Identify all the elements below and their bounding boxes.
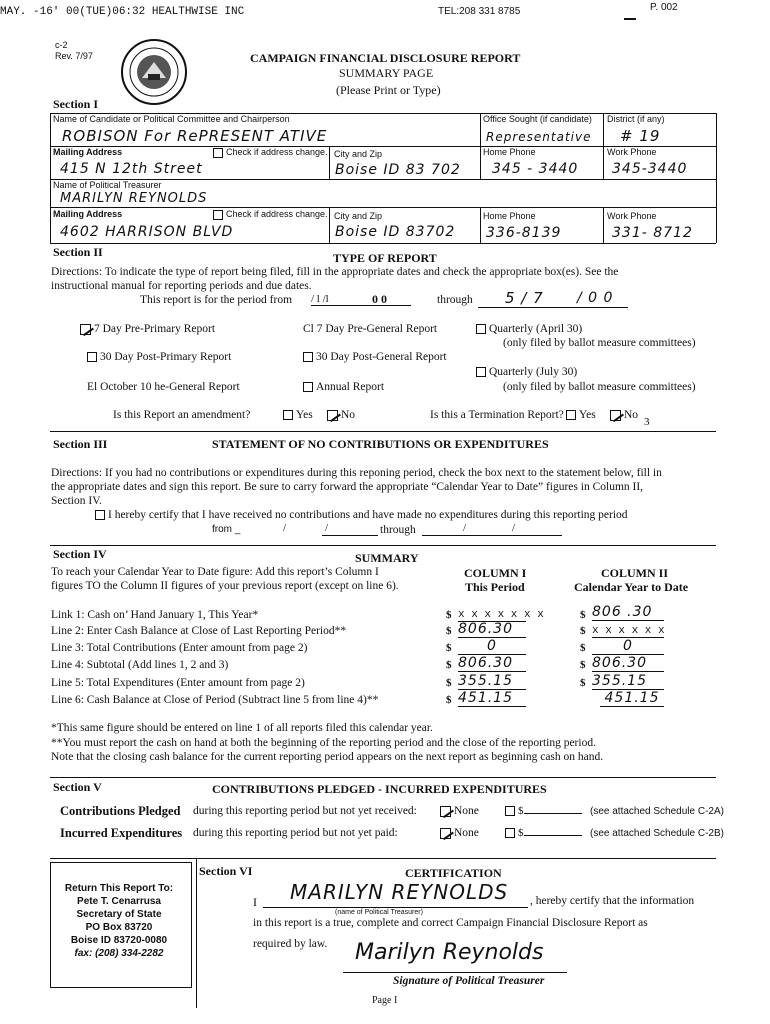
section-6-heading: CERTIFICATION xyxy=(405,866,502,880)
section-5-heading: CONTRIBUTIONS PLEDGED - INCURRED EXPENDITURES xyxy=(212,782,547,796)
section-2-heading: TYPE OF REPORT xyxy=(333,251,437,265)
incurred-schedule-ref: (see attached Schedule C-2B) xyxy=(590,828,724,839)
dollar-sign: $ xyxy=(580,609,586,621)
section-2-directions-1: Directions: To indicate the type of report being filed, fill in the appropriate dates and check the appropriate box(es). See the xyxy=(51,266,619,278)
column-1-subtitle: This Period xyxy=(465,580,525,594)
period-through-label: through xyxy=(437,294,473,306)
option-quarterly-april[interactable] xyxy=(476,323,582,335)
section-3-heading: STATEMENT OF NO CONTRIBUTIONS OR EXPENDITURES xyxy=(212,437,549,451)
period-prefix: This report is for the period from xyxy=(140,294,293,306)
summary-line-6-label: Line 6: Cash Balance at Close of Period (Subtract line 5 from line 4)** xyxy=(51,694,379,706)
option-30-day-post-general[interactable] xyxy=(303,351,447,363)
treasurer-city-zip-field[interactable]: Boise ID 83702 xyxy=(335,224,456,240)
option-7-day-pre-general[interactable]: Cl 7 Day Pre-General Report xyxy=(303,323,438,335)
termination-question: Is this a Termination Report? xyxy=(430,409,564,421)
column-2-subtitle: Calendar Year to Date xyxy=(574,580,689,594)
city-zip-field[interactable]: Boise ID 83 702 xyxy=(335,162,461,178)
address-change-checkbox[interactable] xyxy=(213,147,328,158)
fax-header-right: P. 002 xyxy=(650,2,678,13)
termination-yes-label: Yes xyxy=(579,409,596,421)
page-subtitle: SUMMARY PAGE xyxy=(339,66,434,80)
treasurer-home-phone-field[interactable]: 336-8139 xyxy=(486,225,562,241)
return-line: Pete T. Cenarrusa xyxy=(77,896,161,907)
treasurer-city-zip-label: City and Zip xyxy=(334,211,383,221)
amendment-question: Is this Report an amendment? xyxy=(113,409,251,421)
column-1-title: COLUMN I xyxy=(464,566,527,580)
incurred-label: Incurred Expenditures xyxy=(60,826,183,840)
address-change-label: Check if address change. xyxy=(226,147,328,157)
certify-text-2: in this report is a true, complete and correct Campaign Financial Disclosure Report as xyxy=(253,917,648,929)
period-from-field[interactable]: / l /l xyxy=(311,293,411,306)
page-subtitle-2: (Please Print or Type) xyxy=(336,83,441,97)
office-field[interactable]: Representative xyxy=(486,130,592,144)
form-code: c-2 xyxy=(55,40,68,50)
section-2-directions-2: instructional manual for reporting periods and due dates. xyxy=(51,280,312,292)
section-3-directions-3: Section IV. xyxy=(51,495,102,507)
treasurer-address-change-label: Check if address change. xyxy=(226,209,328,219)
summary-line-5-col1[interactable]: 355.15 xyxy=(458,673,526,690)
summary-line-5-col2[interactable]: 355.15 xyxy=(592,673,664,690)
dollar-sign: $ xyxy=(580,677,586,689)
treasurer-work-phone-label: Work Phone xyxy=(607,211,657,221)
summary-line-3-col2[interactable]: 0 xyxy=(592,638,664,655)
home-phone-field[interactable]: 345 - 3440 xyxy=(492,161,579,177)
summary-line-6-col2[interactable]: 451.15 xyxy=(600,690,664,707)
termination-no-label: No xyxy=(624,409,639,421)
treasurer-home-phone-label: Home Phone xyxy=(483,211,536,221)
summary-note-1: *This same figure should be entered on line 1 of all reports filed this calendar year. xyxy=(51,722,433,734)
no-contrib-from-field[interactable] xyxy=(322,535,378,536)
treasurer-work-phone-field[interactable]: 331- 8712 xyxy=(612,225,693,241)
pledged-label: Contributions Pledged xyxy=(60,804,181,818)
amendment-no-label: No xyxy=(341,409,356,421)
return-line: PO Box 83720 xyxy=(85,922,153,933)
treasurer-name-field[interactable]: MARILYN REYNOLDS xyxy=(290,880,509,904)
certify-i: I xyxy=(253,895,257,909)
period-to-field[interactable]: 5 / 7 xyxy=(505,289,544,307)
state-seal-icon xyxy=(120,38,188,106)
no-contributions-label: I hereby certify that I have received no contributions and have made no expenditures during this reporting period xyxy=(108,509,628,521)
column-2-title: COLUMN II xyxy=(601,566,669,580)
incurred-none-label: None xyxy=(454,827,479,839)
signature-caption: Signature of Political Treasurer xyxy=(393,975,545,987)
amendment-yes-label: Yes xyxy=(296,409,313,421)
summary-note-2: **You must report the cash on hand at both the beginning of the reporting period and the close of the reporting period. xyxy=(51,737,596,749)
summary-intro-2: figures TO the Column II figures of your previous report (except on line 6). xyxy=(51,580,399,592)
period-to-underline xyxy=(478,307,628,308)
amendment-yes[interactable] xyxy=(283,409,313,421)
section-6-rule xyxy=(50,858,716,859)
page-title: CAMPAIGN FINANCIAL DISCLOSURE REPORT xyxy=(250,51,521,65)
treasurer-label: Name of Political Treasurer xyxy=(53,180,162,190)
option-quarterly-april-label: Quarterly (April 30) xyxy=(489,323,583,335)
option-30-day-post-primary[interactable] xyxy=(87,351,231,363)
summary-intro-1: To reach your Calendar Year to Date figure: Add this report’s Column I xyxy=(51,566,379,578)
district-label: District (if any) xyxy=(607,114,665,124)
option-7-day-pre-primary-label: 7 Day Pre-Primary Report xyxy=(94,323,216,335)
dollar-sign: $ xyxy=(446,625,452,637)
candidate-label: Name of Candidate or Political Committee and Chairperson xyxy=(53,114,290,124)
section-5-rule xyxy=(50,777,716,778)
summary-line-1-col2[interactable]: 806 .30 xyxy=(592,604,664,621)
section-3-rule xyxy=(50,431,716,432)
fax-header-left: MAY. -16' 00(TUE)06:32 HEALTHWISE INC xyxy=(0,6,245,18)
district-field[interactable]: # 19 xyxy=(620,127,661,145)
pledged-amount-field[interactable]: $ xyxy=(505,805,582,817)
candidate-field[interactable]: ROBISON For RePRESENT ATIVE xyxy=(62,127,328,145)
no-contrib-from-sep-1: / xyxy=(283,522,287,534)
dollar-sign: $ xyxy=(580,642,586,654)
option-annual-report[interactable] xyxy=(303,381,384,393)
dollar-sign: $ xyxy=(446,677,452,689)
option-annual-report-label: Annual Report xyxy=(316,381,385,393)
treasurer-name-caption: (name of Political Treasurer) xyxy=(335,909,423,916)
incurred-amount-field[interactable]: $ xyxy=(505,827,582,839)
no-contrib-from-label: from _ xyxy=(212,524,241,535)
section-6-divider xyxy=(196,858,197,1008)
pledged-text: during this reporting period but not yet received: xyxy=(193,805,417,817)
work-phone-field[interactable]: 345-3440 xyxy=(612,161,688,177)
fax-header-center: TEL:208 331 8785 xyxy=(438,6,521,17)
city-zip-label: City and Zip xyxy=(334,149,383,159)
option-october-10[interactable]: El October 10 he-General Report xyxy=(87,381,240,393)
treasurer-name-line xyxy=(263,907,528,908)
incurred-none-checkbox[interactable] xyxy=(440,827,479,839)
treasurer-field[interactable]: MARILYN REYNOLDS xyxy=(60,191,208,206)
dollar-sign: $ xyxy=(580,625,586,637)
section-4-heading: SUMMARY xyxy=(355,551,419,565)
section-2-label: Section II xyxy=(53,245,103,259)
section-4-label: Section IV xyxy=(53,547,107,561)
no-contrib-through-label: through xyxy=(380,524,416,536)
summary-line-1-label: Link 1: Cash on’ Hand January 1, This Year* xyxy=(51,609,259,621)
return-address-text xyxy=(60,882,178,960)
termination-yes[interactable] xyxy=(566,409,596,421)
option-30-day-post-primary-label: 30 Day Post-Primary Report xyxy=(100,351,232,363)
no-contributions-checkbox[interactable] xyxy=(95,509,628,521)
summary-line-4-label: Line 4: Subtotal (Add lines 1, 2 and 3) xyxy=(51,659,229,671)
section-1-label: Section I xyxy=(53,97,98,111)
work-phone-label: Work Phone xyxy=(607,147,657,157)
summary-line-1-col1[interactable]: x x x x x x x xyxy=(458,609,544,621)
summary-line-2-col2[interactable]: x x x x x x xyxy=(592,625,665,637)
option-quarterly-july[interactable] xyxy=(476,366,577,378)
summary-line-6-col1[interactable]: 451.15 xyxy=(458,690,526,707)
no-contrib-through-sep-2: / xyxy=(512,522,516,534)
signature-line xyxy=(343,972,567,973)
return-line: Return This Report To: xyxy=(64,883,174,894)
return-line: Secretary of State xyxy=(76,909,162,920)
mailing-address-field[interactable]: 415 N 12th Street xyxy=(60,161,203,177)
certify-text-1: , hereby certify that the information xyxy=(530,895,695,907)
incurred-text: during this reporting period but not yet paid: xyxy=(193,827,398,839)
return-line: fax: (208) 334-2282 xyxy=(74,948,164,959)
summary-line-4-col1[interactable]: 806.30 xyxy=(458,655,526,672)
termination-no[interactable] xyxy=(610,409,638,421)
section-3-directions-2: the appropriate dates and sign this report. Be sure to carry forward the appropriate “Calendar Year to Date” figures in Column II, xyxy=(51,481,644,493)
certify-text-3: required by law. xyxy=(253,938,328,950)
treasurer-address-change-checkbox[interactable] xyxy=(213,209,328,220)
option-quarterly-april-note: (only filed by ballot measure committees) xyxy=(503,337,696,349)
page-number: Page I xyxy=(372,995,398,1006)
summary-line-4-col2[interactable]: 806.30 xyxy=(592,655,664,672)
period-to-year[interactable]: / 0 0 xyxy=(577,290,614,306)
option-7-day-pre-primary[interactable] xyxy=(80,323,215,335)
summary-line-5-label: Line 5: Total Expenditures (Enter amount from page 2) xyxy=(51,677,305,689)
pledged-none-label: None xyxy=(454,805,479,817)
section-5-label: Section V xyxy=(53,780,102,794)
return-line: Boise ID 83720-0080 xyxy=(70,935,168,946)
dollar-sign: $ xyxy=(580,659,586,671)
option-quarterly-july-note: (only filed by ballot measure committees) xyxy=(503,381,696,393)
no-contrib-through-field[interactable] xyxy=(422,535,562,536)
mailing-address-label: Mailing Address xyxy=(53,147,123,157)
summary-line-3-label: Line 3: Total Contributions (Enter amount from page 2) xyxy=(51,642,308,654)
section-3-label: Section III xyxy=(53,437,108,451)
dollar-sign: $ xyxy=(446,659,452,671)
option-30-day-post-general-label: 30 Day Post-General Report xyxy=(316,351,447,363)
summary-line-2-col1[interactable]: 806.30 xyxy=(458,621,526,638)
margin-note: 3 xyxy=(644,416,650,428)
dollar-sign: $ xyxy=(446,609,452,621)
form-rev: Rev. 7/97 xyxy=(55,51,93,61)
section-4-rule xyxy=(50,545,716,546)
period-from-year[interactable]: 0 0 xyxy=(372,292,387,306)
treasurer-mailing-label: Mailing Address xyxy=(53,209,123,219)
pledged-none-checkbox[interactable] xyxy=(440,805,479,817)
home-phone-label: Home Phone xyxy=(483,147,536,157)
treasurer-mailing-field[interactable]: 4602 HARRISON BLVD xyxy=(60,224,234,240)
summary-line-3-col1[interactable]: 0 xyxy=(458,638,526,655)
no-contrib-from-sep-2: / xyxy=(325,522,329,534)
amendment-no[interactable] xyxy=(327,409,355,421)
option-quarterly-july-label: Quarterly (July 30) xyxy=(489,366,578,378)
signature-field[interactable]: Marilyn Reynolds xyxy=(355,940,544,965)
dollar-sign: $ xyxy=(446,642,452,654)
summary-note-3: Note that the closing cash balance for the current reporting period appears on the next report as beginning cash on hand. xyxy=(51,751,604,763)
section-6-label: Section VI xyxy=(199,864,253,878)
pledged-schedule-ref: (see attached Schedule C-2A) xyxy=(590,806,724,817)
dollar-sign: $ xyxy=(446,694,452,706)
summary-line-2-label: Line 2: Enter Cash Balance at Close of Last Reporting Period** xyxy=(51,625,347,637)
office-label: Office Sought (if candidate) xyxy=(483,114,592,124)
fax-dash xyxy=(624,18,636,20)
no-contrib-through-sep-1: / xyxy=(463,522,467,534)
section-3-directions-1: Directions: If you had no contributions or expenditures during this reponing period, check the box next to the statement below, fill in xyxy=(51,467,662,479)
